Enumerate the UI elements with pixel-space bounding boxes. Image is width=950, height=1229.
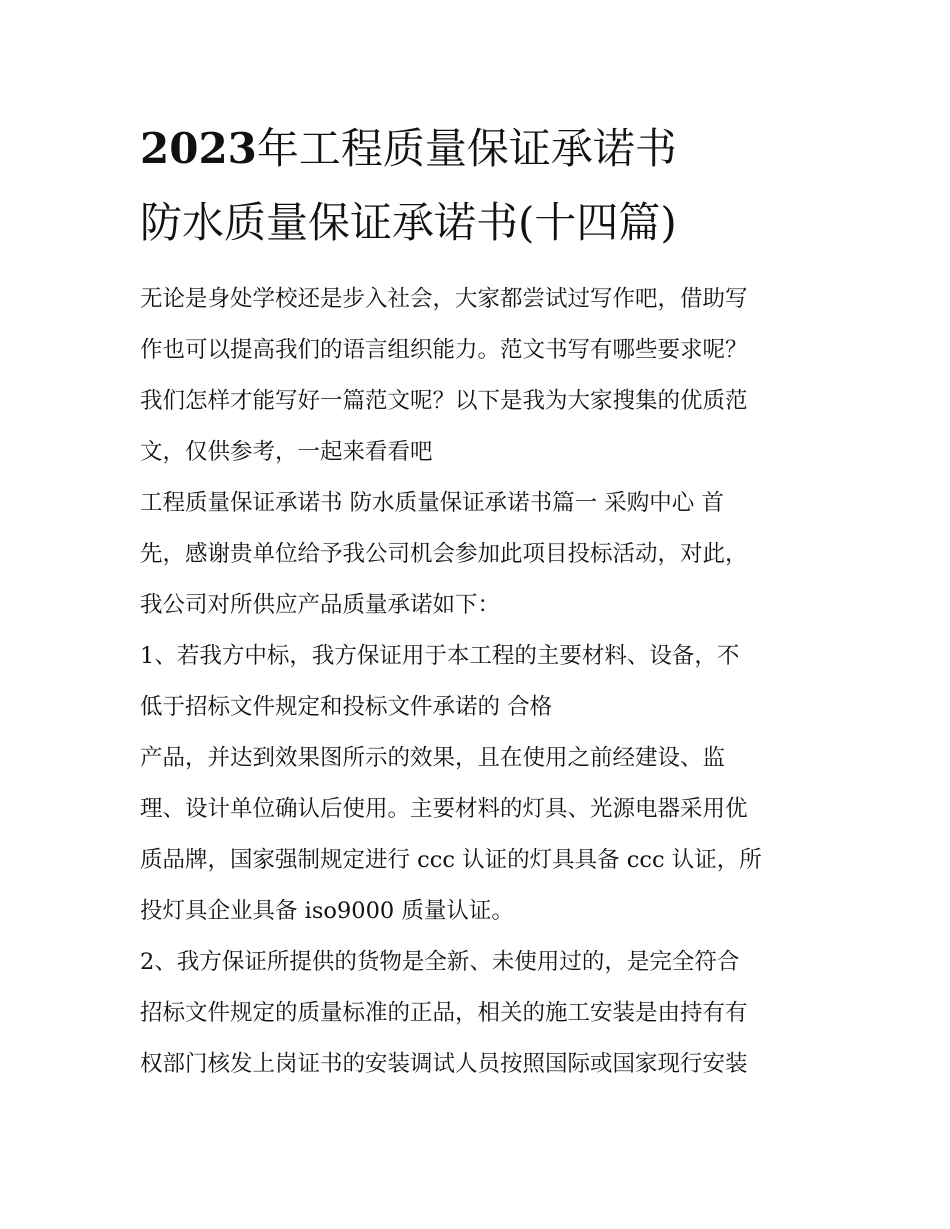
text-line: 无论是身处学校还是步入社会，大家都尝试过写作吧，借助写: [140, 286, 748, 312]
title-line-1-text: 年工程质量保证承诺书: [256, 124, 677, 173]
title-line-2: 防水质量保证承诺书(十四篇): [140, 198, 677, 247]
document-body: [140, 274, 820, 1090]
document-page: [140, 112, 820, 1090]
text-line: 产品，并达到效果图所示的效果，且在使用之前经建设、监: [140, 745, 726, 771]
paragraph-section-one: [140, 478, 820, 631]
text-line: 投灯具企业具备 iso9000 质量认证。: [140, 898, 514, 924]
text-line: 文，仅供参考，一起来看看吧: [140, 439, 433, 465]
title-year: 2023: [140, 124, 257, 173]
paragraph-item-1-continued: [140, 733, 820, 937]
text-line: 招标文件规定的质量标准的正品，相关的施工安装是由持有有: [140, 1000, 748, 1026]
text-line: 我们怎样才能写好一篇范文呢？以下是我为大家搜集的优质范: [140, 388, 748, 414]
text-line: 工程质量保证承诺书 防水质量保证承诺书篇一 采购中心 首: [140, 490, 724, 516]
text-line: 质品牌，国家强制规定进行 ccc 认证的灯具具备 ccc 认证，所: [140, 847, 762, 873]
text-line: 低于招标文件规定和投标文件承诺的 合格: [140, 694, 553, 720]
text-line: 作也可以提高我们的语言组织能力。范文书写有哪些要求呢？: [140, 337, 748, 363]
paragraph-item-1: [140, 631, 820, 733]
text-line: 1、若我方中标，我方保证用于本工程的主要材料、设备，不: [140, 643, 740, 669]
text-line: 理、设计单位确认后使用。主要材料的灯具、光源电器采用优: [140, 796, 748, 822]
title-line-1: [140, 112, 820, 186]
paragraph-intro: [140, 274, 820, 478]
text-line: 权部门核发上岗证书的安装调试人员按照国际或国家现行安装: [140, 1051, 748, 1077]
document-title: [140, 112, 820, 260]
text-line: 先，感谢贵单位给予我公司机会参加此项目投标活动，对此，: [140, 541, 748, 567]
paragraph-item-2: [140, 937, 820, 1090]
text-line: 我公司对所供应产品质量承诺如下：: [140, 592, 501, 618]
text-line: 2、我方保证所提供的货物是全新、未使用过的，是完全符合: [140, 949, 740, 975]
